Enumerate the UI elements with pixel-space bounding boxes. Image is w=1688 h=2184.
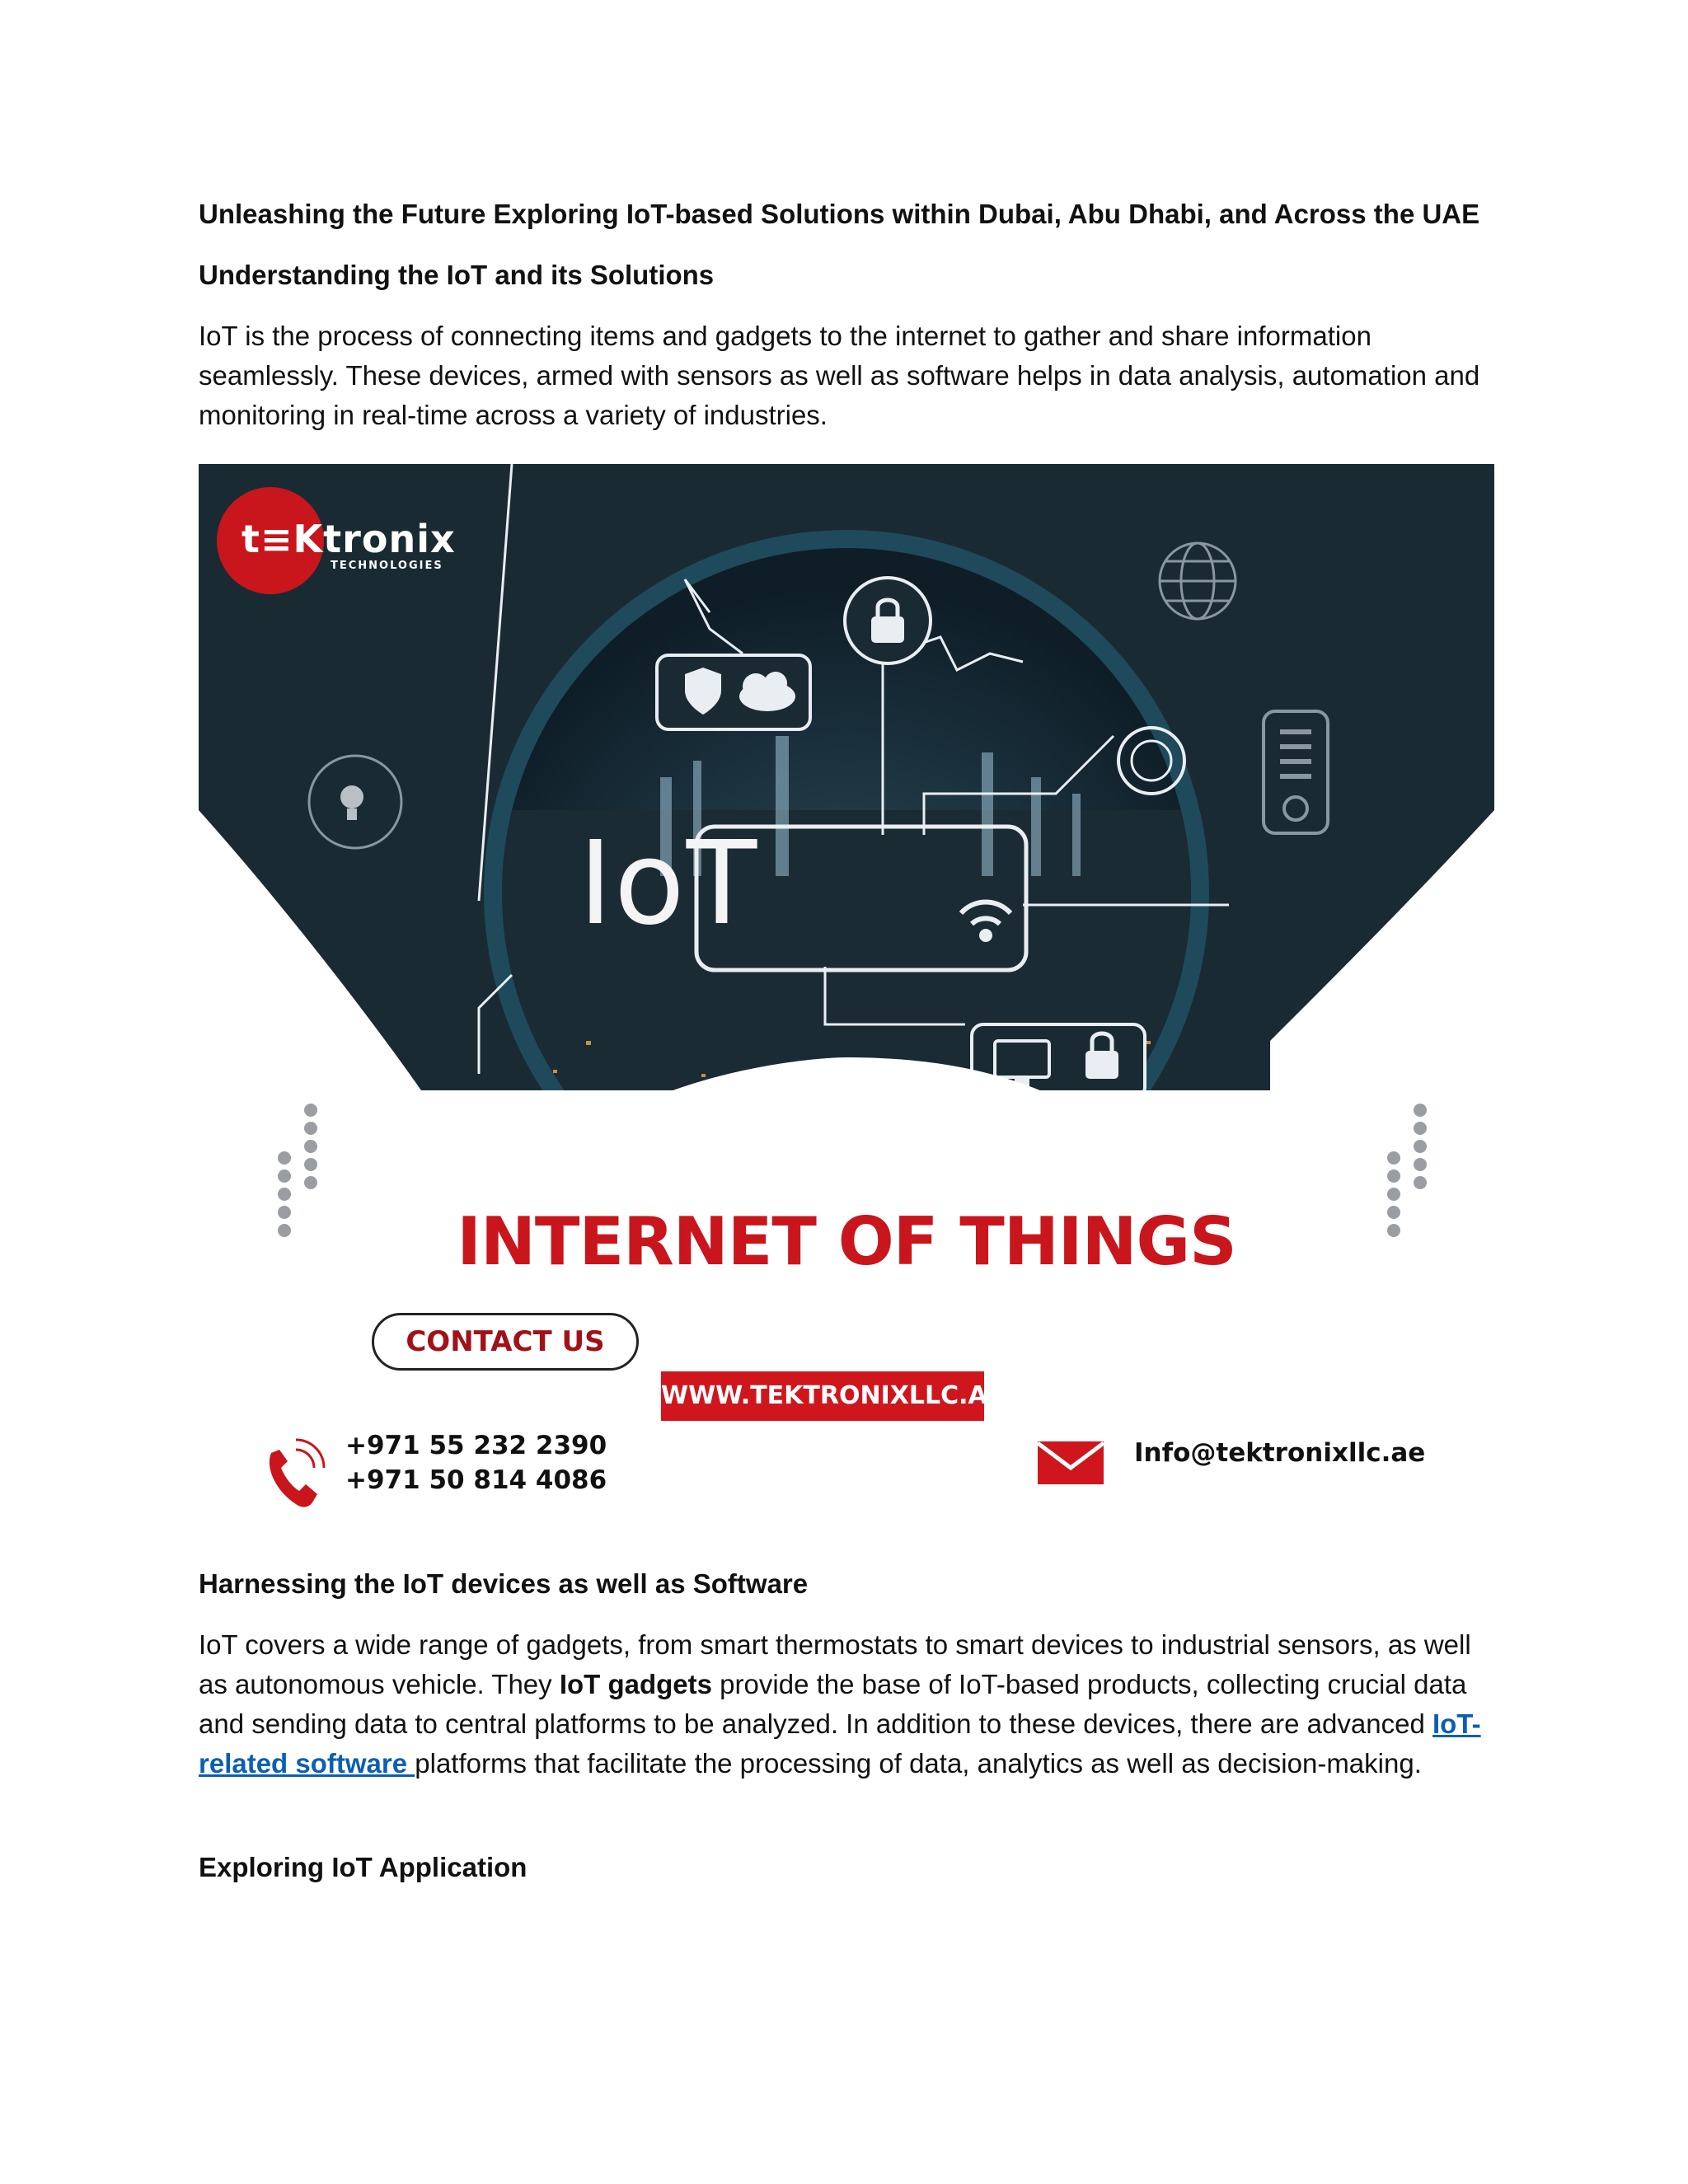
iot-banner-image xyxy=(199,464,1494,1544)
bold-term-iot-gadgets: IoT gadgets xyxy=(559,1669,713,1699)
paragraph-text-1: IoT covers a wide range of gadgets, from smart thermostats to smart devices to industrial sensors, as well as autonomous vehicle. They xyxy=(199,1629,1471,1699)
phone-number-2: +971 50 814 4086 xyxy=(345,1465,607,1495)
section-heading-understanding: Understanding the IoT and its Solutions xyxy=(199,260,715,290)
logo-subtitle: TECHNOLOGIES xyxy=(331,560,443,572)
iot-software-link[interactable]: IoT-related software xyxy=(199,1708,1481,1779)
intro-section xyxy=(199,196,1501,435)
email-address: Info@tektronixllc.ae xyxy=(1134,1438,1426,1468)
lock-icon xyxy=(871,616,904,643)
section-paragraph-harnessing xyxy=(199,1625,1501,1783)
contact-us-button: CONTACT US xyxy=(372,1313,639,1371)
paragraph-text-3: platforms that facilitate the processing of data, analytics as well as decision-making. xyxy=(415,1748,1422,1779)
page-title: Unleashing the Future Exploring IoT-based Solutions within Dubai, Abu Dhabi, and Across the UAE xyxy=(199,199,1480,229)
iot-label: IoT xyxy=(578,817,759,951)
mail-icon xyxy=(1038,1441,1104,1484)
section-heading-harnessing: Harnessing the IoT devices as well as Software xyxy=(199,1568,809,1599)
paragraph-text-2: provide the base of IoT-based products, collecting crucial data and sending data to central platforms to be analyzed. In addition to these devices, there are advanced xyxy=(199,1669,1467,1739)
tektronix-logo xyxy=(217,487,456,594)
phone-numbers xyxy=(345,1428,607,1497)
phone-number-1: +971 55 232 2390 xyxy=(345,1431,607,1460)
logo-text: t≡Ktronix xyxy=(241,517,456,561)
exploring-section xyxy=(199,1849,1501,1909)
banner-headline: INTERNET OF THINGS xyxy=(457,1203,1236,1280)
harnessing-section xyxy=(199,1566,1501,1783)
section-heading-exploring: Exploring IoT Application xyxy=(199,1852,528,1882)
section-paragraph-understanding: IoT is the process of connecting items and gadgets to the internet to gather and share information seamlessly. These devices, armed with sensors as well as software helps in data analysis, automation and monitoring in real-time across a variety of industries. xyxy=(199,321,1480,430)
website-tag: WWW.TEKTRONIXLLC.AE xyxy=(661,1371,984,1421)
